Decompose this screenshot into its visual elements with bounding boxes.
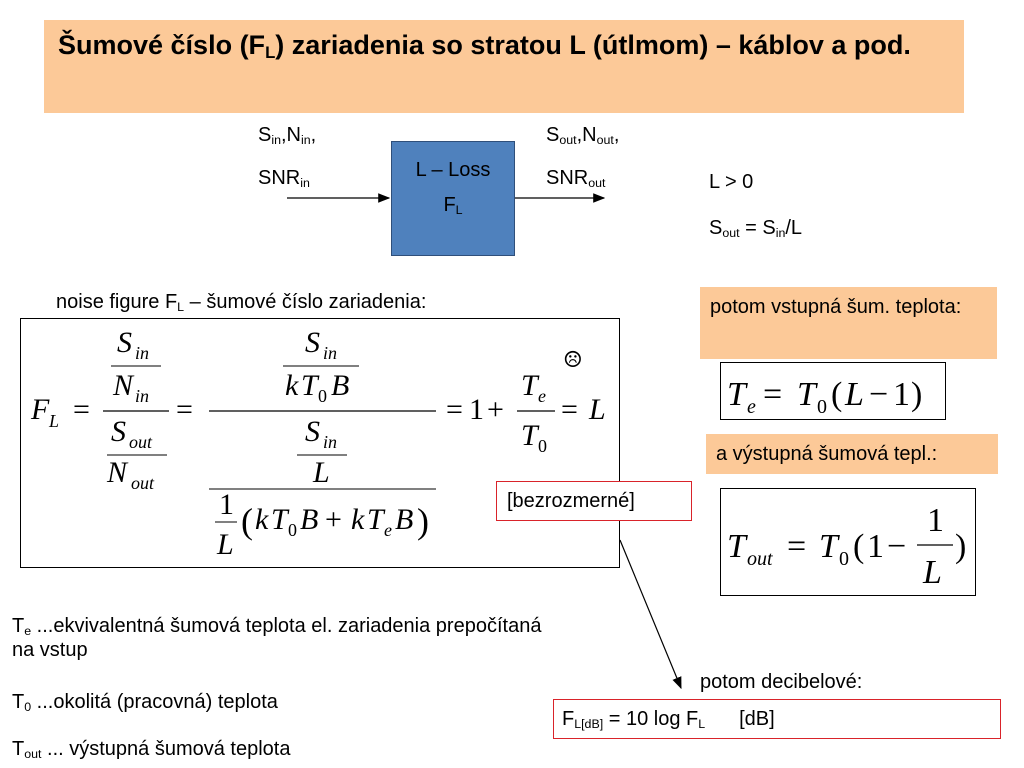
eq-t0: T bbox=[521, 419, 538, 452]
input-signal-label: $S_{in},N_{in}$, bbox=[258, 124, 317, 148]
input-temperature-equation bbox=[720, 362, 946, 420]
svg-text:(: ( bbox=[831, 376, 843, 413]
definition-te: $T_e$ ...ekvivalentná šumová teplota el. zariadenia prepočítaná na vstup bbox=[12, 615, 542, 661]
svg-text:=: = bbox=[763, 376, 783, 413]
eq-equals-4: = bbox=[561, 393, 578, 426]
noise-figure-label: noise figure $F_L$ – šumové číslo zariadenia: bbox=[56, 291, 427, 315]
output-snr-label: $SNR_{out}$ bbox=[546, 167, 606, 191]
eq2-t: T bbox=[301, 369, 318, 402]
svg-text:): ) bbox=[955, 528, 967, 565]
eq-equals-1: = bbox=[73, 393, 90, 426]
eq-s-in-sub: in bbox=[135, 343, 150, 363]
svg-text:L: L bbox=[845, 376, 864, 413]
eq-s-out-sub: out bbox=[129, 432, 153, 452]
eq-n-out-sub: out bbox=[131, 473, 155, 493]
svg-text:e: e bbox=[747, 396, 756, 418]
eq2-one: 1 bbox=[219, 488, 234, 521]
eq2-s-in-den: S bbox=[305, 415, 320, 448]
svg-text:T: T bbox=[727, 528, 746, 565]
eq2-l: L bbox=[313, 456, 330, 489]
main-equation-box bbox=[20, 318, 620, 568]
svg-text:1: 1 bbox=[867, 528, 884, 565]
eq-s-out: S bbox=[111, 415, 126, 448]
eq2-t2-sub: 0 bbox=[288, 520, 297, 540]
definition-tout: $T_{out}$ ... výstupná šumová teplota bbox=[12, 738, 291, 762]
svg-text:=: = bbox=[787, 528, 807, 565]
eq2-b: B bbox=[331, 369, 350, 402]
input-snr-label: $SNR_{in}$ bbox=[258, 167, 310, 191]
eq-f-sub: L bbox=[49, 411, 60, 431]
svg-text:T: T bbox=[797, 376, 816, 413]
eq2-k2: k bbox=[255, 503, 269, 536]
svg-text:T: T bbox=[727, 376, 746, 413]
eq2-k: k bbox=[285, 369, 299, 402]
eq2-b3: B bbox=[395, 503, 414, 536]
svg-text:out: out bbox=[747, 548, 773, 570]
pointer-arrow bbox=[620, 540, 681, 688]
eq2-s-in-sub: in bbox=[323, 343, 338, 363]
svg-text:): ) bbox=[911, 376, 923, 413]
eq-n-out: N bbox=[107, 456, 128, 489]
eq2-k3: k bbox=[351, 503, 365, 536]
eq2-t3-sub: e bbox=[384, 520, 392, 540]
decibel-formula: $F_{L[dB]} = 10$ $\log F_L$ [dB] bbox=[553, 699, 1001, 739]
svg-text:0: 0 bbox=[839, 548, 849, 570]
input-temperature-label: potom vstupná šum. teplota: bbox=[700, 287, 997, 359]
eq-equals-3: = bbox=[446, 393, 463, 426]
eq-one: 1 bbox=[469, 393, 484, 426]
svg-text:(: ( bbox=[241, 501, 253, 541]
eq2-s-in: S bbox=[305, 326, 320, 359]
dimensionless-label: [bezrozmerné] bbox=[496, 481, 692, 521]
output-signal-label: $S_{out},N_{out}$, bbox=[546, 124, 620, 148]
eq-te-sub: e bbox=[538, 386, 546, 406]
eq-t0-sub: 0 bbox=[538, 436, 547, 456]
loss-block-label: L – Loss bbox=[415, 159, 491, 181]
loss-block-noise-figure: $F_L$ bbox=[443, 194, 463, 218]
slide-title: Šumové číslo $(F_L)$ zariadenia so stratou L (útlmom) – káblov a pod. bbox=[44, 20, 964, 113]
definition-t0: $T_0$ ...okolitá (pracovná) teplota bbox=[12, 691, 278, 715]
eq2-t-sub: 0 bbox=[318, 386, 327, 406]
eq-n-in: N bbox=[113, 369, 134, 402]
eq-s-in: S bbox=[117, 326, 132, 359]
eq2-t2: T bbox=[271, 503, 288, 536]
output-temperature-equation bbox=[720, 488, 976, 596]
svg-text:0: 0 bbox=[817, 396, 827, 418]
eq-f: F bbox=[31, 393, 50, 426]
eq-equals-2: = bbox=[176, 393, 193, 426]
eq2-l-den: L bbox=[217, 528, 234, 561]
svg-text:1: 1 bbox=[927, 502, 944, 539]
eq-n-in-sub: in bbox=[135, 386, 150, 406]
svg-text:1: 1 bbox=[893, 376, 910, 413]
decibel-label: potom decibelové: bbox=[700, 671, 863, 693]
svg-text:T: T bbox=[819, 528, 838, 565]
svg-text:L: L bbox=[923, 554, 942, 591]
eq2-t3: T bbox=[367, 503, 384, 536]
eq2-b2: B bbox=[300, 503, 319, 536]
eq-plus: + bbox=[487, 393, 504, 426]
main-equation bbox=[21, 319, 619, 567]
eq-te: T bbox=[521, 369, 538, 402]
svg-text:(: ( bbox=[853, 528, 865, 565]
eq2-plus: + bbox=[325, 503, 342, 536]
condition-sout: $S_{out} = S_{in}/L$ bbox=[709, 217, 803, 241]
svg-text:−: − bbox=[869, 376, 889, 413]
svg-text:): ) bbox=[417, 501, 429, 541]
condition-loss: L > 0 bbox=[709, 171, 754, 193]
frown-icon: ☹ bbox=[563, 347, 583, 372]
eq-l: L bbox=[589, 393, 606, 426]
svg-text:−: − bbox=[887, 528, 907, 565]
output-temperature-label: a výstupná šumová tepl.: bbox=[706, 434, 998, 474]
eq2-s-in-den-sub: in bbox=[323, 432, 338, 452]
